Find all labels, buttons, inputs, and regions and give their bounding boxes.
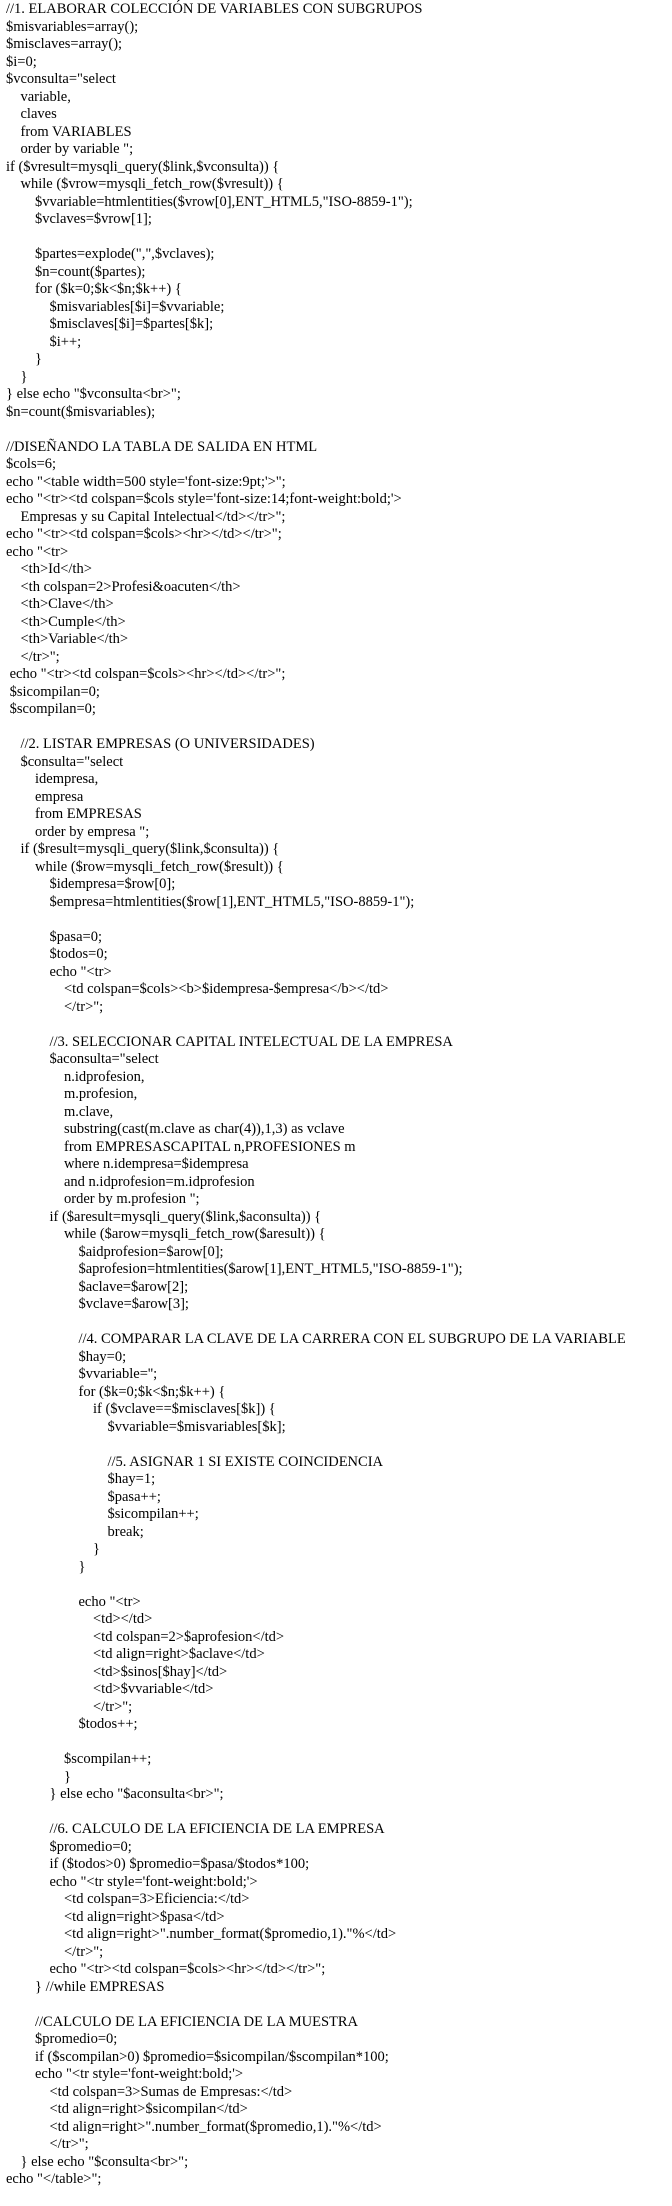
code-line: } else echo "$aconsulta<br>"; <box>6 1786 224 1802</box>
code-line: $pasa++; <box>6 1488 161 1505</box>
code-line: $misvariables=array(); <box>6 18 139 35</box>
code-line: claves <box>6 106 57 122</box>
code-line: echo "<tr> <box>6 1593 141 1610</box>
code-line: empresa <box>6 788 84 805</box>
code-line: <th colspan=2>Profesi&oacuten</th> <box>6 578 241 595</box>
code-line: <th>Variable</th> <box>6 631 129 647</box>
code-line: from EMPRESAS <box>6 806 142 822</box>
code-line: $misclaves[$i]=$partes[$k]; <box>6 316 214 332</box>
code-line: </tr>"; <box>6 998 104 1015</box>
code-line <box>6 1016 672 1034</box>
code-line: $i=0; <box>6 53 37 70</box>
code-line: } else echo "$vconsulta<br>"; <box>6 386 181 402</box>
code-line: echo "<tr> <box>6 543 69 560</box>
code-line: echo "<tr> <box>6 963 112 980</box>
code-line: //4. COMPARAR LA CLAVE DE LA CARRERA CON EL SUBGRUPO DE LA VARIABLE <box>6 1331 626 1347</box>
code-line: <td align=right>$pasa</td> <box>6 1908 225 1925</box>
code-line: <td>$sinos[$hay]</td> <box>6 1663 228 1680</box>
code-line <box>6 421 672 439</box>
code-line: <td colspan=3>Sumas de Empresas:</td> <box>6 2083 293 2100</box>
code-line: m.clave, <box>6 1103 114 1120</box>
code-line: if ($vresult=mysqli_query($link,$vconsulta)) { <box>6 158 280 175</box>
code-line: echo "<tr style='font-weight:bold;'> <box>6 2066 244 2082</box>
code-line: </tr>"; <box>6 1698 133 1715</box>
code-line: <td align=right>$aclave</td> <box>6 1646 265 1662</box>
code-line: $idempresa=$row[0]; <box>6 876 176 892</box>
code-line: $sicompilan=0; <box>6 683 100 700</box>
code-line: <td align=right>$sicompilan</td> <box>6 2101 248 2117</box>
code-line: from VARIABLES <box>6 123 132 140</box>
code-line: $aprofesion=htmlentities($arow[1],ENT_HTML5,"ISO-8859-1"); <box>6 1261 463 1277</box>
code-line <box>6 1734 672 1752</box>
code-line: echo "<tr><td colspan=$cols><hr></td></tr>"; <box>6 1961 326 1977</box>
code-line: $cols=6; <box>6 456 57 472</box>
code-line: } <box>6 368 28 385</box>
code-line: $vconsulta="select <box>6 71 116 87</box>
code-line: //3. SELECCIONAR CAPITAL INTELECTUAL DE LA EMPRESA <box>6 1033 453 1050</box>
code-line: for ($k=0;$k<$n;$k++) { <box>6 1383 226 1400</box>
code-line: $sicompilan++; <box>6 1506 199 1522</box>
code-line: $hay=1; <box>6 1471 156 1487</box>
code-line: $promedio=0; <box>6 1838 132 1855</box>
code-line: break; <box>6 1523 144 1540</box>
code-line: m.profesion, <box>6 1086 138 1102</box>
code-line: //DISEÑANDO LA TABLA DE SALIDA EN HTML <box>6 438 318 455</box>
code-line: } <box>6 1558 86 1575</box>
code-line: $scompilan=0; <box>6 701 96 717</box>
code-line: idempresa, <box>6 771 99 787</box>
code-line: $vclaves=$vrow[1]; <box>6 211 152 227</box>
code-line: $pasa=0; <box>6 928 102 945</box>
code-line: $empresa=htmlentities($row[1],ENT_HTML5,"ISO-8859-1"); <box>6 893 415 910</box>
code-line: order by empresa "; <box>6 823 150 840</box>
code-document <box>6 1 672 2189</box>
code-line: Empresas y su Capital Intelectual</td></tr>"; <box>6 508 286 525</box>
code-line: $promedio=0; <box>6 2031 118 2047</box>
code-line: substring(cast(m.clave as char(4)),1,3) as vclave <box>6 1121 345 1137</box>
code-line: $consulta="select <box>6 753 124 770</box>
code-line: from EMPRESASCAPITAL n,PROFESIONES m <box>6 1138 356 1155</box>
code-line: $n=count($partes); <box>6 263 146 280</box>
code-line: order by m.profesion "; <box>6 1191 200 1207</box>
code-line: $n=count($misvariables); <box>6 403 156 420</box>
code-line: if ($vclave==$misclaves[$k]) { <box>6 1401 276 1417</box>
code-line <box>6 1996 672 2014</box>
code-line: <td colspan=3>Eficiencia:</td> <box>6 1891 250 1907</box>
code-line: echo "<table width=500 style='font-size:9pt;'>"; <box>6 473 286 490</box>
code-line <box>6 1314 672 1332</box>
code-line: if ($scompilan>0) $promedio=$sicompilan/$scompilan*100; <box>6 2048 389 2065</box>
code-line: //1. ELABORAR COLECCIÓN DE VARIABLES CON SUBGRUPOS <box>6 1 423 17</box>
code-line: <th>Cumple</th> <box>6 613 126 630</box>
code-line: where n.idempresa=$idempresa <box>6 1156 249 1172</box>
code-line: <td colspan=$cols><b>$idempresa-$empresa</b></td> <box>6 981 389 997</box>
code-line: $misclaves=array(); <box>6 36 123 52</box>
code-line: $aclave=$arow[2]; <box>6 1278 189 1295</box>
code-line: while ($row=mysqli_fetch_row($result)) { <box>6 858 284 875</box>
code-line: if ($result=mysqli_query($link,$consulta)) { <box>6 841 280 857</box>
code-line: $aconsulta="select <box>6 1051 159 1067</box>
code-line: <td colspan=2>$aprofesion</td> <box>6 1628 285 1645</box>
code-line: $scompilan++; <box>6 1751 152 1767</box>
code-line <box>6 1576 672 1594</box>
code-line: $vvariable=$misvariables[$k]; <box>6 1418 286 1435</box>
code-line: for ($k=0;$k<$n;$k++) { <box>6 281 182 297</box>
code-line: $hay=0; <box>6 1348 127 1365</box>
code-line: } else echo "$consulta<br>"; <box>6 2153 189 2170</box>
code-line: $i++; <box>6 333 82 350</box>
code-line: </tr>"; <box>6 2136 89 2152</box>
code-line: and n.idprofesion=m.idprofesion <box>6 1173 255 1190</box>
code-line: //6. CALCULO DE LA EFICIENCIA DE LA EMPRESA <box>6 1821 385 1837</box>
code-line <box>6 1436 672 1454</box>
code-line: n.idprofesion, <box>6 1068 145 1085</box>
code-line: } <box>6 351 42 367</box>
code-line: $todos=0; <box>6 946 108 962</box>
code-line: $vvariable=''; <box>6 1366 158 1382</box>
code-line: <th>Id</th> <box>6 561 92 577</box>
code-line: </tr>"; <box>6 1943 104 1960</box>
code-line: </tr>"; <box>6 648 60 665</box>
code-line: <td align=right>".number_format($promedio,1)."%</td> <box>6 2118 382 2135</box>
code-line: if ($aresult=mysqli_query($link,$aconsulta)) { <box>6 1208 322 1225</box>
code-line: echo "</table>"; <box>6 2171 102 2187</box>
code-line: echo "<tr style='font-weight:bold;'> <box>6 1873 258 1890</box>
code-line: $aidprofesion=$arow[0]; <box>6 1243 224 1260</box>
code-line <box>6 1804 672 1822</box>
code-line: while ($vrow=mysqli_fetch_row($vresult)) { <box>6 176 284 192</box>
code-line: $vvariable=htmlentities($vrow[0],ENT_HTML5,"ISO-8859-1"); <box>6 193 413 210</box>
code-line: <td>$vvariable</td> <box>6 1681 214 1697</box>
code-line: if ($todos>0) $promedio=$pasa/$todos*100; <box>6 1856 310 1872</box>
code-line: $vclave=$arow[3]; <box>6 1296 189 1312</box>
code-line: $todos++; <box>6 1716 138 1732</box>
code-line: } <box>6 1541 100 1557</box>
code-line: echo "<tr><td colspan=$cols><hr></td></tr>"; <box>6 526 282 542</box>
code-line <box>6 229 672 247</box>
code-line: $misvariables[$i]=$vvariable; <box>6 298 225 315</box>
code-line: <td></td> <box>6 1611 153 1627</box>
code-line: //CALCULO DE LA EFICIENCIA DE LA MUESTRA <box>6 2013 359 2030</box>
code-line: variable, <box>6 88 71 105</box>
code-line: $partes=explode(",",$vclaves); <box>6 246 215 262</box>
code-line: echo "<tr><td colspan=$cols style='font-size:14;font-weight:bold;'> <box>6 491 402 507</box>
code-line: } //while EMPRESAS <box>6 1978 165 1995</box>
code-line: //5. ASIGNAR 1 SI EXISTE COINCIDENCIA <box>6 1453 383 1470</box>
code-line: } <box>6 1768 71 1785</box>
code-line: order by variable "; <box>6 141 134 157</box>
code-line: //2. LISTAR EMPRESAS (O UNIVERSIDADES) <box>6 736 315 752</box>
code-line: <td align=right>".number_format($promedio,1)."%</td> <box>6 1926 397 1942</box>
code-line <box>6 911 672 929</box>
code-line <box>6 719 672 737</box>
code-line: echo "<tr><td colspan=$cols><hr></td></tr>"; <box>6 666 286 682</box>
code-line: while ($arow=mysqli_fetch_row($aresult)) { <box>6 1226 326 1242</box>
code-line: <th>Clave</th> <box>6 596 114 612</box>
